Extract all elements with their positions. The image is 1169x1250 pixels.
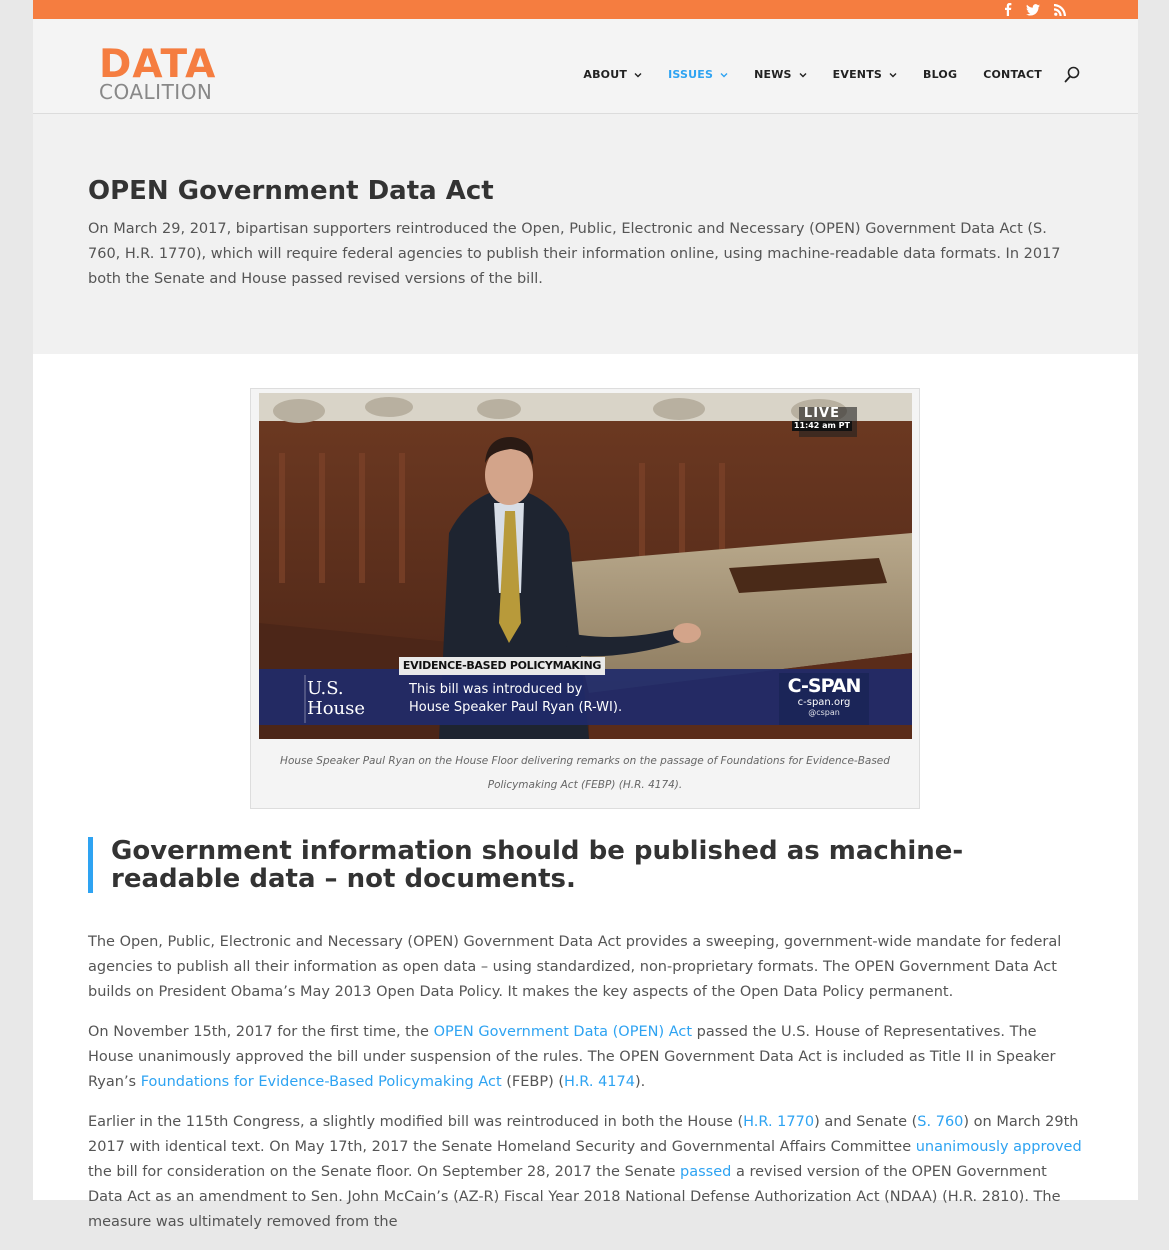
- link-s-760[interactable]: S. 760: [917, 1114, 964, 1130]
- search-icon[interactable]: [1064, 66, 1080, 83]
- nav-item-events[interactable]: [833, 68, 897, 81]
- live-label: LIVE: [803, 406, 840, 421]
- paragraph-2: [88, 1020, 1083, 1095]
- link-unanimously-approved[interactable]: unanimously approved: [915, 1139, 1082, 1155]
- hero-section: [33, 114, 1138, 354]
- paragraph-text: ).: [634, 1074, 646, 1090]
- chevron-down-icon: [799, 72, 807, 78]
- paragraph-1: The Open, Public, Electronic and Necessary (OPEN) Government Data Act provides a sweeping, government-wide mandate for federal agencies to publish all their information as open data – using standardized, non-proprietary formats. The OPEN Government Data Act builds on President Obama’s May 2013 Open Data Policy. It makes the key aspects of the Open Data Policy permanent.: [88, 934, 1062, 1000]
- video-still: [259, 393, 912, 739]
- house-line-2: House: [307, 698, 366, 719]
- nav-item-label: BLOG: [923, 68, 958, 81]
- paragraph-3: [88, 1110, 1083, 1235]
- nav-item-label: ISSUES: [668, 68, 714, 81]
- chevron-down-icon: [889, 72, 897, 78]
- article-body: [88, 930, 1083, 1250]
- link-hr-4174[interactable]: H.R. 4174: [564, 1074, 635, 1090]
- rss-icon[interactable]: [1054, 4, 1066, 16]
- nav-item-contact[interactable]: [983, 68, 1042, 81]
- nav-item-label: EVENTS: [832, 68, 883, 81]
- nav-item-blog[interactable]: [923, 68, 957, 81]
- cspan-url: c-span.org: [797, 697, 851, 708]
- twitter-icon[interactable]: [1026, 4, 1040, 16]
- paragraph-text: the bill for consideration on the Senate floor. On September 28, 2017 the Senate: [88, 1164, 681, 1180]
- cspan-handle: @cspan: [808, 708, 840, 717]
- paragraph-text: (FEBP) (: [501, 1074, 565, 1090]
- paragraph-text: ) on March 29th 2017 with identical text. On May 17th, 2017 the Senate Homeland Security and Governmental Affairs Committee: [88, 1114, 1079, 1155]
- link-open-government-data-act[interactable]: OPEN Government Data (OPEN) Act: [433, 1024, 693, 1040]
- chevron-down-icon: [634, 72, 642, 78]
- cspan-logo-text: C-SPAN: [787, 675, 861, 697]
- logo-line-2: COALITION: [99, 80, 213, 104]
- nav-item-label: NEWS: [754, 68, 792, 81]
- link-passed[interactable]: passed: [680, 1164, 732, 1180]
- cspan-logo: [779, 675, 869, 718]
- page-title: OPEN Government Data Act: [88, 176, 494, 206]
- page: [33, 0, 1138, 1230]
- paragraph-text: passed the U.S. House of Representatives. The House unanimously approved the bill under suspension of the rules. The OPEN Government Data Act is included as Title II in Speaker Ryan’s: [88, 1024, 1056, 1090]
- banner-text: [409, 681, 622, 717]
- site-header: [33, 19, 1138, 114]
- paragraph-text: Earlier in the 115th Congress, a slightly modified bill was reintroduced in both the House (: [88, 1114, 744, 1130]
- logo-line-1: DATA: [99, 42, 217, 87]
- main-nav: [557, 66, 1080, 83]
- paragraph-text: ) and Senate (: [814, 1114, 918, 1130]
- nav-item-label: CONTACT: [983, 68, 1042, 81]
- chevron-down-icon: [720, 72, 728, 78]
- facebook-icon[interactable]: [1004, 3, 1012, 16]
- house-line-1: U.S.: [307, 678, 344, 699]
- live-badge: [792, 407, 852, 431]
- banner-tag: EVIDENCE-BASED POLICYMAKING: [402, 659, 602, 672]
- banner-line-1: This bill was introduced by: [409, 682, 583, 697]
- nav-item-issues[interactable]: [668, 68, 728, 81]
- figure: [250, 388, 920, 809]
- nav-item-news[interactable]: [754, 68, 807, 81]
- social-links: [1004, 0, 1066, 19]
- nav-item-about[interactable]: [583, 68, 642, 81]
- paragraph-text: On November 15th, 2017 for the first time, the: [88, 1024, 434, 1040]
- house-label: [307, 679, 365, 719]
- pull-quote-text: Government information should be published as machine-readable data – not documents.: [111, 836, 964, 894]
- live-time: 11:42 am PT: [793, 421, 850, 430]
- figure-caption: House Speaker Paul Ryan on the House Floor delivering remarks on the passage of Foundations for Evidence-Based Policymaking Act (FEBP) (H.R. 4174).: [280, 755, 890, 791]
- site-logo[interactable]: [99, 42, 217, 104]
- link-hr-1770[interactable]: H.R. 1770: [743, 1114, 815, 1130]
- pull-quote: [88, 837, 1088, 893]
- link-febp-act[interactable]: Foundations for Evidence-Based Policymaking Act: [140, 1074, 502, 1090]
- banner-line-2: House Speaker Paul Ryan (R-WI).: [409, 700, 623, 715]
- hero-intro: On March 29, 2017, bipartisan supporters reintroduced the Open, Public, Electronic and Necessary (OPEN) Government Data Act (S. 760, H.R. 1770), which will require federal agencies to publish their information online, using machine-readable data formats. In 2017 both the Senate and House passed revised versions of the bill.: [88, 221, 1061, 287]
- paragraph-text: a revised version of the OPEN Government Data Act as an amendment to Sen. John McCain’s (AZ-R) Fiscal Year 2018 National Defense Authorization Act (NDAA) (H.R. 2810). The measure was ultimately removed from the: [88, 1164, 1061, 1230]
- top-bar: [33, 0, 1138, 19]
- nav-item-label: ABOUT: [583, 68, 628, 81]
